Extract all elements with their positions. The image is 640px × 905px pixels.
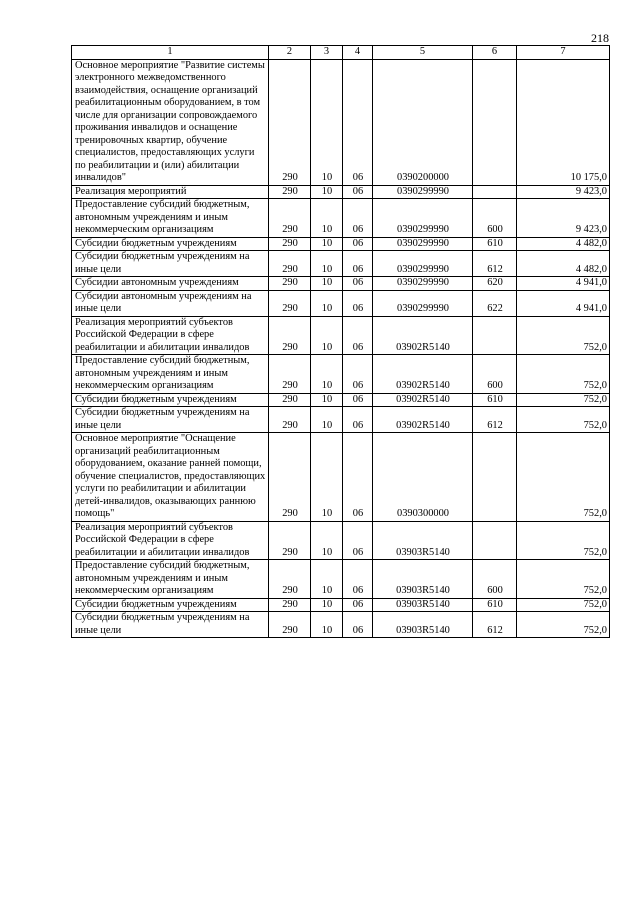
row-name: Субсидии автономным учреждениям на иные цели	[72, 290, 269, 316]
row-name: Субсидии бюджетным учреждениям на иные цели	[72, 407, 269, 433]
row-expense-type: 610	[473, 237, 517, 251]
row-expense-type: 612	[473, 407, 517, 433]
row-grbs: 290	[269, 598, 311, 612]
row-grbs: 290	[269, 237, 311, 251]
row-grbs: 290	[269, 355, 311, 394]
row-section: 10	[311, 251, 343, 277]
row-target-code: 0390200000	[373, 59, 473, 185]
row-section: 10	[311, 433, 343, 522]
table-row	[72, 290, 610, 316]
table-row	[72, 560, 610, 599]
row-subsection: 06	[343, 433, 373, 522]
row-name: Предоставление субсидий бюджетным, автономным учреждениям и иным некоммерческим организациям	[72, 355, 269, 394]
row-section: 10	[311, 560, 343, 599]
row-name: Основное мероприятие "Оснащение организаций реабилитационным оборудованием, оказание ранней помощи, обучение специалистов, предоставляющих услуги по реабилитации и абилитации детей-инвалидов, оказывающих раннюю помощь"	[72, 433, 269, 522]
row-amount: 752,0	[517, 521, 610, 560]
row-subsection: 06	[343, 251, 373, 277]
row-expense-type	[473, 59, 517, 185]
row-name: Субсидии бюджетным учреждениям	[72, 237, 269, 251]
row-section: 10	[311, 316, 343, 355]
row-name: Субсидии бюджетным учреждениям	[72, 598, 269, 612]
row-name: Реализация мероприятий субъектов Российской Федерации в сфере реабилитации и абилитации инвалидов	[72, 316, 269, 355]
row-target-code: 03902R5140	[373, 355, 473, 394]
row-name: Субсидии бюджетным учреждениям на иные цели	[72, 612, 269, 638]
row-expense-type: 610	[473, 598, 517, 612]
row-name: Основное мероприятие "Развитие системы электронного межведомственного взаимодействия, оснащение организаций реабилитационным оборудованием, в том числе для организации сопровождаемого проживания инвалидов и оснащение тренировочных квартир, обучение специалистов, предоставляющих услуги по реабилитации и (или) абилитации инвалидов"	[72, 59, 269, 185]
row-grbs: 290	[269, 407, 311, 433]
row-amount: 752,0	[517, 355, 610, 394]
row-amount: 752,0	[517, 612, 610, 638]
table-body	[72, 59, 610, 638]
row-subsection: 06	[343, 277, 373, 291]
row-grbs: 290	[269, 316, 311, 355]
row-expense-type: 600	[473, 355, 517, 394]
row-grbs: 290	[269, 560, 311, 599]
row-subsection: 06	[343, 185, 373, 199]
row-grbs: 290	[269, 199, 311, 238]
row-expense-type: 612	[473, 251, 517, 277]
row-name: Субсидии бюджетным учреждениям	[72, 393, 269, 407]
row-expense-type: 612	[473, 612, 517, 638]
table-row	[72, 251, 610, 277]
row-subsection: 06	[343, 393, 373, 407]
table-row	[72, 185, 610, 199]
row-grbs: 290	[269, 277, 311, 291]
row-amount: 4 941,0	[517, 277, 610, 291]
row-target-code: 03903R5140	[373, 560, 473, 599]
row-expense-type: 600	[473, 560, 517, 599]
row-amount: 4 941,0	[517, 290, 610, 316]
row-target-code: 0390299990	[373, 237, 473, 251]
row-amount: 752,0	[517, 560, 610, 599]
table-row	[72, 433, 610, 522]
row-section: 10	[311, 199, 343, 238]
row-expense-type	[473, 316, 517, 355]
table-row	[72, 277, 610, 291]
table-row	[72, 521, 610, 560]
row-target-code: 03902R5140	[373, 316, 473, 355]
row-grbs: 290	[269, 393, 311, 407]
table-row	[72, 598, 610, 612]
page-number: 218	[591, 31, 609, 45]
row-name: Предоставление субсидий бюджетным, автономным учреждениям и иным некоммерческим организациям	[72, 199, 269, 238]
row-subsection: 06	[343, 521, 373, 560]
row-amount: 4 482,0	[517, 251, 610, 277]
table-row	[72, 199, 610, 238]
row-subsection: 06	[343, 598, 373, 612]
row-amount: 9 423,0	[517, 185, 610, 199]
header-col-6: 6	[473, 46, 517, 60]
table-row	[72, 316, 610, 355]
row-grbs: 290	[269, 521, 311, 560]
row-target-code: 0390299990	[373, 290, 473, 316]
row-subsection: 06	[343, 316, 373, 355]
table-row	[72, 612, 610, 638]
row-target-code: 03903R5140	[373, 612, 473, 638]
row-target-code: 0390300000	[373, 433, 473, 522]
row-target-code: 0390299990	[373, 251, 473, 277]
header-row	[72, 46, 610, 60]
row-grbs: 290	[269, 251, 311, 277]
table-row	[72, 237, 610, 251]
row-target-code: 0390299990	[373, 199, 473, 238]
row-amount: 752,0	[517, 393, 610, 407]
row-expense-type	[473, 521, 517, 560]
row-section: 10	[311, 521, 343, 560]
budget-table	[71, 45, 610, 638]
header-col-3: 3	[311, 46, 343, 60]
row-grbs: 290	[269, 290, 311, 316]
row-name: Реализация мероприятий	[72, 185, 269, 199]
row-expense-type: 620	[473, 277, 517, 291]
row-expense-type: 600	[473, 199, 517, 238]
row-target-code: 03902R5140	[373, 407, 473, 433]
table-row	[72, 407, 610, 433]
row-section: 10	[311, 237, 343, 251]
row-section: 10	[311, 393, 343, 407]
row-section: 10	[311, 598, 343, 612]
row-subsection: 06	[343, 290, 373, 316]
row-target-code: 0390299990	[373, 185, 473, 199]
row-amount: 752,0	[517, 316, 610, 355]
header-col-4: 4	[343, 46, 373, 60]
row-section: 10	[311, 407, 343, 433]
row-target-code: 0390299990	[373, 277, 473, 291]
row-target-code: 03902R5140	[373, 393, 473, 407]
table-row	[72, 59, 610, 185]
row-amount: 9 423,0	[517, 199, 610, 238]
row-grbs: 290	[269, 612, 311, 638]
row-amount: 752,0	[517, 598, 610, 612]
row-expense-type	[473, 185, 517, 199]
row-subsection: 06	[343, 199, 373, 238]
row-subsection: 06	[343, 237, 373, 251]
row-target-code: 03903R5140	[373, 598, 473, 612]
row-section: 10	[311, 612, 343, 638]
row-amount: 4 482,0	[517, 237, 610, 251]
row-name: Реализация мероприятий субъектов Российской Федерации в сфере реабилитации и абилитации инвалидов	[72, 521, 269, 560]
header-col-1: 1	[72, 46, 269, 60]
header-col-7: 7	[517, 46, 610, 60]
row-section: 10	[311, 277, 343, 291]
row-name: Предоставление субсидий бюджетным, автономным учреждениям и иным некоммерческим организациям	[72, 560, 269, 599]
row-section: 10	[311, 290, 343, 316]
row-amount: 10 175,0	[517, 59, 610, 185]
row-expense-type: 610	[473, 393, 517, 407]
row-subsection: 06	[343, 407, 373, 433]
row-expense-type	[473, 433, 517, 522]
row-amount: 752,0	[517, 433, 610, 522]
row-subsection: 06	[343, 355, 373, 394]
table-row	[72, 393, 610, 407]
header-col-2: 2	[269, 46, 311, 60]
row-grbs: 290	[269, 59, 311, 185]
row-target-code: 03903R5140	[373, 521, 473, 560]
row-amount: 752,0	[517, 407, 610, 433]
table-row	[72, 355, 610, 394]
row-name: Субсидии бюджетным учреждениям на иные цели	[72, 251, 269, 277]
row-subsection: 06	[343, 560, 373, 599]
row-expense-type: 622	[473, 290, 517, 316]
row-subsection: 06	[343, 612, 373, 638]
row-name: Субсидии автономным учреждениям	[72, 277, 269, 291]
row-grbs: 290	[269, 185, 311, 199]
row-section: 10	[311, 185, 343, 199]
row-grbs: 290	[269, 433, 311, 522]
row-section: 10	[311, 355, 343, 394]
row-subsection: 06	[343, 59, 373, 185]
header-col-5: 5	[373, 46, 473, 60]
row-section: 10	[311, 59, 343, 185]
